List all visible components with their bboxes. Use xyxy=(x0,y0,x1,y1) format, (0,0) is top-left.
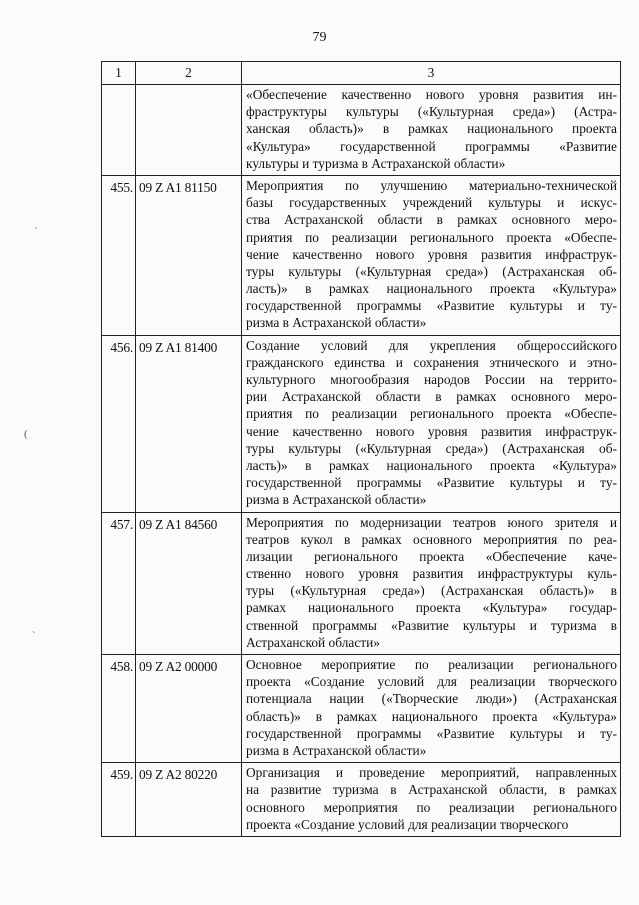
description-line: Создание условий для укрепления общероссийского xyxy=(246,337,617,353)
description-line: Организация и проведение мероприятий, направленных xyxy=(246,765,617,781)
description-line: на развитие туризма в Астраханской области, в рамках xyxy=(246,782,617,798)
description-line: ственной программы «Развитие культуры и туризма в xyxy=(246,617,617,633)
description-line: рамках национального проекта «Культура» государ- xyxy=(246,600,617,616)
scan-mark: ˋ xyxy=(34,226,38,238)
description-line: туры культуры («Культурная среда») (Астраханская об- xyxy=(246,440,617,456)
description-line: туры («Культурная среда») (Астраханская область)» в xyxy=(246,583,617,599)
description-line: театров кукол в рамках основного мероприятия по реа- xyxy=(246,531,617,547)
row-number: 457. xyxy=(102,512,136,655)
description-line: ризма в Астраханской области» xyxy=(246,492,427,508)
item-description xyxy=(242,175,621,335)
description-line: рии Астраханской области в рамках основного меро- xyxy=(246,389,617,405)
table-row xyxy=(102,763,621,837)
row-number: 459. xyxy=(102,763,136,837)
description-line: Основное мероприятие по реализации регионального xyxy=(246,657,617,672)
table-row xyxy=(102,335,621,512)
description-line: чение качественно нового уровня развития инфраструк- xyxy=(246,246,617,262)
description-line: туры культуры («Культурная среда») (Астраханская об- xyxy=(246,263,617,279)
item-description xyxy=(242,512,621,655)
description-line: ласть)» в рамках национального проекта «Культура» xyxy=(246,281,617,297)
row-number: 458. xyxy=(102,655,136,763)
table-row xyxy=(102,512,621,655)
description-line: Мероприятия по улучшению материально-технической xyxy=(246,177,617,193)
description-line: ласть)» в рамках национального проекта «Культура» xyxy=(246,457,617,473)
budget-code: 09 Z A1 84560 xyxy=(136,512,242,655)
column-header: 3 xyxy=(242,62,621,85)
description-line: приятия по реализации регионального проекта «Обеспе- xyxy=(246,406,617,422)
table-row xyxy=(102,85,621,176)
budget-code xyxy=(136,85,242,176)
description-line: государственной программы «Развитие культуры и ту- xyxy=(246,725,617,741)
item-description xyxy=(242,335,621,512)
description-line: ризма в Астраханской области» xyxy=(246,315,427,331)
description-line: «Обеспечение качественно нового уровня развития ин- xyxy=(246,87,617,102)
table-row xyxy=(102,655,621,763)
description-line: ственно нового уровня развития инфраструктуры куль- xyxy=(246,566,617,582)
description-line: государственной программы «Развитие культуры и ту- xyxy=(246,298,617,314)
item-description xyxy=(242,655,621,763)
budget-code: 09 Z A2 80220 xyxy=(136,763,242,837)
description-line: фраструктуры культуры («Культурная среда») (Астра- xyxy=(246,104,617,120)
description-line: базы государственных учреждений культуры и искус- xyxy=(246,195,617,211)
table-body xyxy=(102,85,621,837)
budget-code: 09 Z A2 00000 xyxy=(136,655,242,763)
description-line: государственной программы «Развитие культуры и ту- xyxy=(246,475,617,491)
description-line: культурного многообразия народов России на террито- xyxy=(246,372,617,387)
description-line: гражданского единства и сохранения этнического и этно- xyxy=(246,354,617,370)
description-line: проекта «Создание условий для реализации творческого xyxy=(246,816,569,832)
description-line: чение качественно нового уровня развития инфраструк- xyxy=(246,423,617,439)
description-line: основного мероприятия по реализации регионального xyxy=(246,799,617,815)
item-description xyxy=(242,85,621,176)
row-number: 456. xyxy=(102,335,136,512)
description-line: Астраханской области» xyxy=(246,634,380,650)
scan-mark: ˋ xyxy=(32,630,36,642)
description-line: культуры и туризма в Астраханской области» xyxy=(246,155,506,171)
budget-code: 09 Z A1 81400 xyxy=(136,335,242,512)
description-line: область)» в рамках национального проекта «Культура» xyxy=(246,708,617,724)
description-line: ризма в Астраханской области» xyxy=(246,742,427,758)
scan-mark: ( xyxy=(24,428,28,440)
column-header: 1 xyxy=(102,62,136,85)
description-line: ства Астраханской области в рамках основного меро- xyxy=(246,212,617,228)
column-header: 2 xyxy=(136,62,242,85)
description-line: проекта «Создание условий для реализации творческого xyxy=(246,674,617,690)
description-line: приятия по реализации регионального проекта «Обеспе- xyxy=(246,229,617,245)
classification-table xyxy=(101,61,621,837)
description-line: Мероприятия по модернизации театров юного зрителя и xyxy=(246,514,617,530)
table-row xyxy=(102,175,621,335)
description-line: потенциала нации («Творческие люди») (Астраханская xyxy=(246,691,617,707)
description-line: лизации регионального проекта «Обеспечение каче- xyxy=(246,548,617,564)
page-number: 79 xyxy=(312,30,327,45)
table-header-row xyxy=(102,62,621,85)
row-number: 455. xyxy=(102,175,136,335)
description-line: ханская область)» в рамках национального проекта xyxy=(246,121,617,137)
item-description xyxy=(242,763,621,837)
row-number xyxy=(102,85,136,176)
description-line: «Культура» государственной программы «Развитие xyxy=(246,138,617,154)
budget-code: 09 Z A1 81150 xyxy=(136,175,242,335)
